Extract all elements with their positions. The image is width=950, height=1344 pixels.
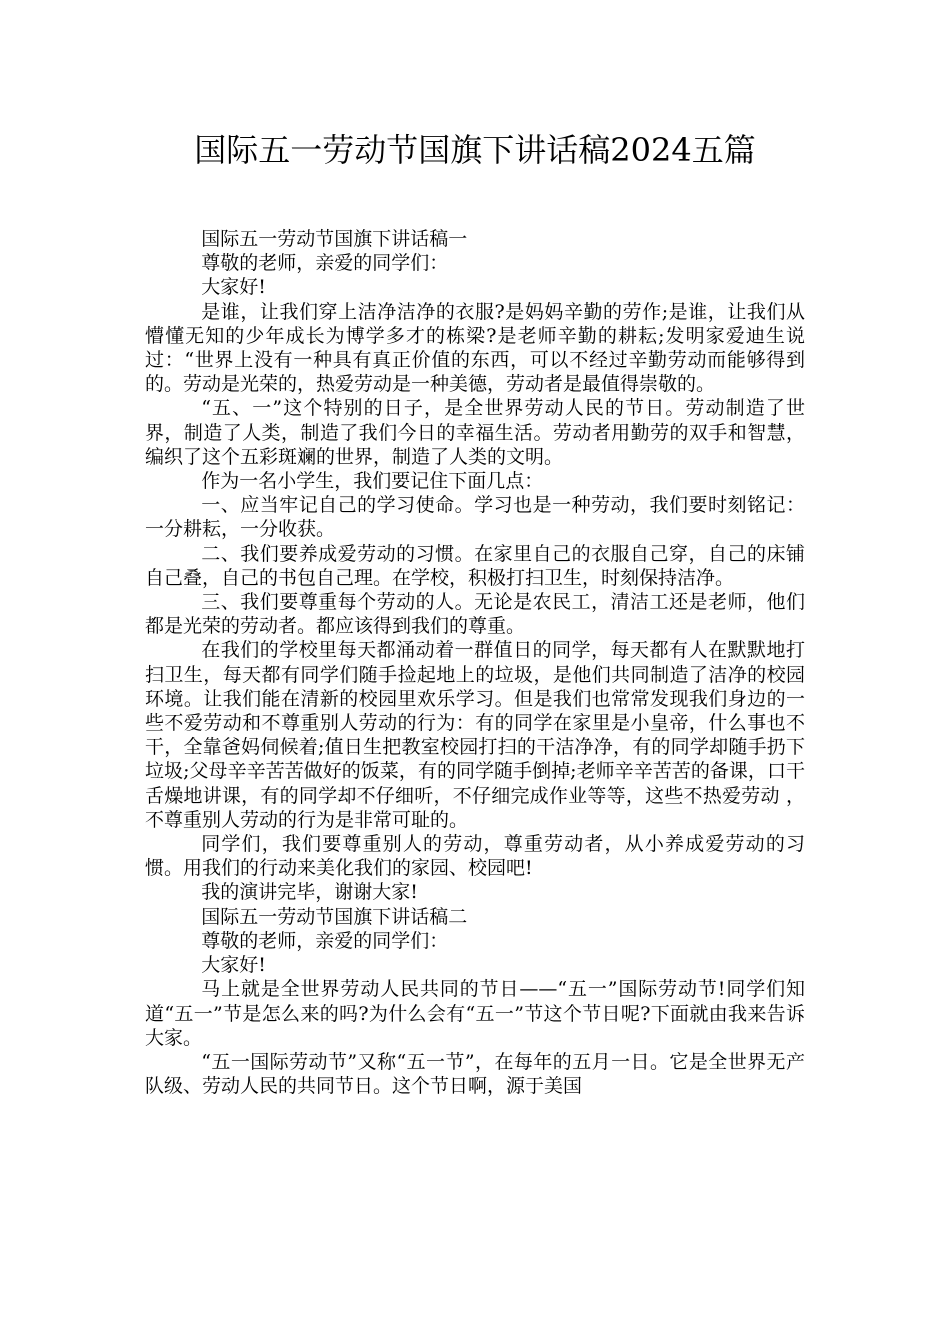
salutation: 尊敬的老师，亲爱的同学们： [201,252,449,275]
paragraph: 是谁，让我们穿上洁净洁净的衣服?是妈妈辛勤的劳作;是谁，让我们从懵懂无知的少年成长为博学多才的栋梁?是老师辛勤的耕耘;发明家爱迪生说过：“世界上没有一种具有真正价值的东西，可以不经过辛勤劳动而能够得到的。劳动是光荣的，热爱劳动是一种美德，劳动者是最值得崇敬的。 [145,300,805,396]
paragraph: “五、一”这个特别的日子，是全世界劳动人民的节日。劳动制造了世界，制造了人类，制造了我们今日的幸福生活。劳动者用勤劳的双手和智慧，编织了这个五彩斑斓的世界，制造了人类的文明。 [145,397,805,468]
list-point: 一、应当牢记自己的学习使命。学习也是一种劳动，我们要时刻铭记：一分耕耘，一分收获。 [145,494,805,541]
paragraph: 在我们的学校里每天都涌动着一群值日的同学，每天都有人在默默地打扫卫生，每天都有同学们随手捡起地上的垃圾，是他们共同制造了洁净的校园环境。让我们能在清新的校园里欢乐学习。但是我们也常常发现我们身边的一些不爱劳动和不尊重别人劳动的行为：有的同学在家里是小皇帝，什么事也不干，全靠爸妈伺候着;值日生把教室校园打扫的干洁净净，有的同学却随手扔下垃圾;父母辛辛苦苦做好的饭菜，有的同学随手倒掉;老师辛辛苦苦的备课，口干舌燥地讲课，有的同学却不仔细听，不仔细完成作业等等，这些不热爱劳动 ，不尊重别人劳动的行为是非常可耻的。 [145,639,805,831]
list-point: 三、我们要尊重每个劳动的人。无论是农民工，清洁工还是老师，他们都是光荣的劳动者。都应该得到我们的尊重。 [145,591,805,638]
section-heading-1: 国际五一劳动节国旗下讲话稿一 [201,228,468,250]
paragraph: 同学们，我们要尊重别人的劳动，尊重劳动者，从小养成爱劳动的习惯。用我们的行动来美化我们的家园、校园吧! [145,833,805,880]
closing: 我的演讲完毕，谢谢大家! [201,881,418,904]
list-point: 二、我们要养成爱劳动的习惯。在家里自己的衣服自己穿，自己的床铺自己叠，自己的书包自己理。在学校，积极打扫卫生，时刻保持洁净。 [145,542,805,589]
paragraph: “五一国际劳动节”又称“五一节”，在每年的五月一日。它是全世界无产队级、劳动人民的共同节日。这个节日啊，源于美国 [145,1050,805,1098]
greeting: 大家好! [201,954,266,977]
document-title: 国际五一劳动节国旗下讲话稿2024五篇 [194,131,756,169]
greeting: 大家好! [201,276,266,299]
paragraph: 马上就是全世界劳动人民共同的节日——“五一”国际劳动节!同学们知道“五一”节是怎么来的吗?为什么会有“五一”节这个节日呢?下面就由我来告诉大家。 [145,978,805,1049]
document-body [145,227,805,1098]
salutation: 尊敬的老师，亲爱的同学们： [201,929,449,952]
section-heading-2: 国际五一劳动节国旗下讲话稿二 [201,905,468,928]
paragraph: 作为一名小学生，我们要记住下面几点： [201,470,544,493]
